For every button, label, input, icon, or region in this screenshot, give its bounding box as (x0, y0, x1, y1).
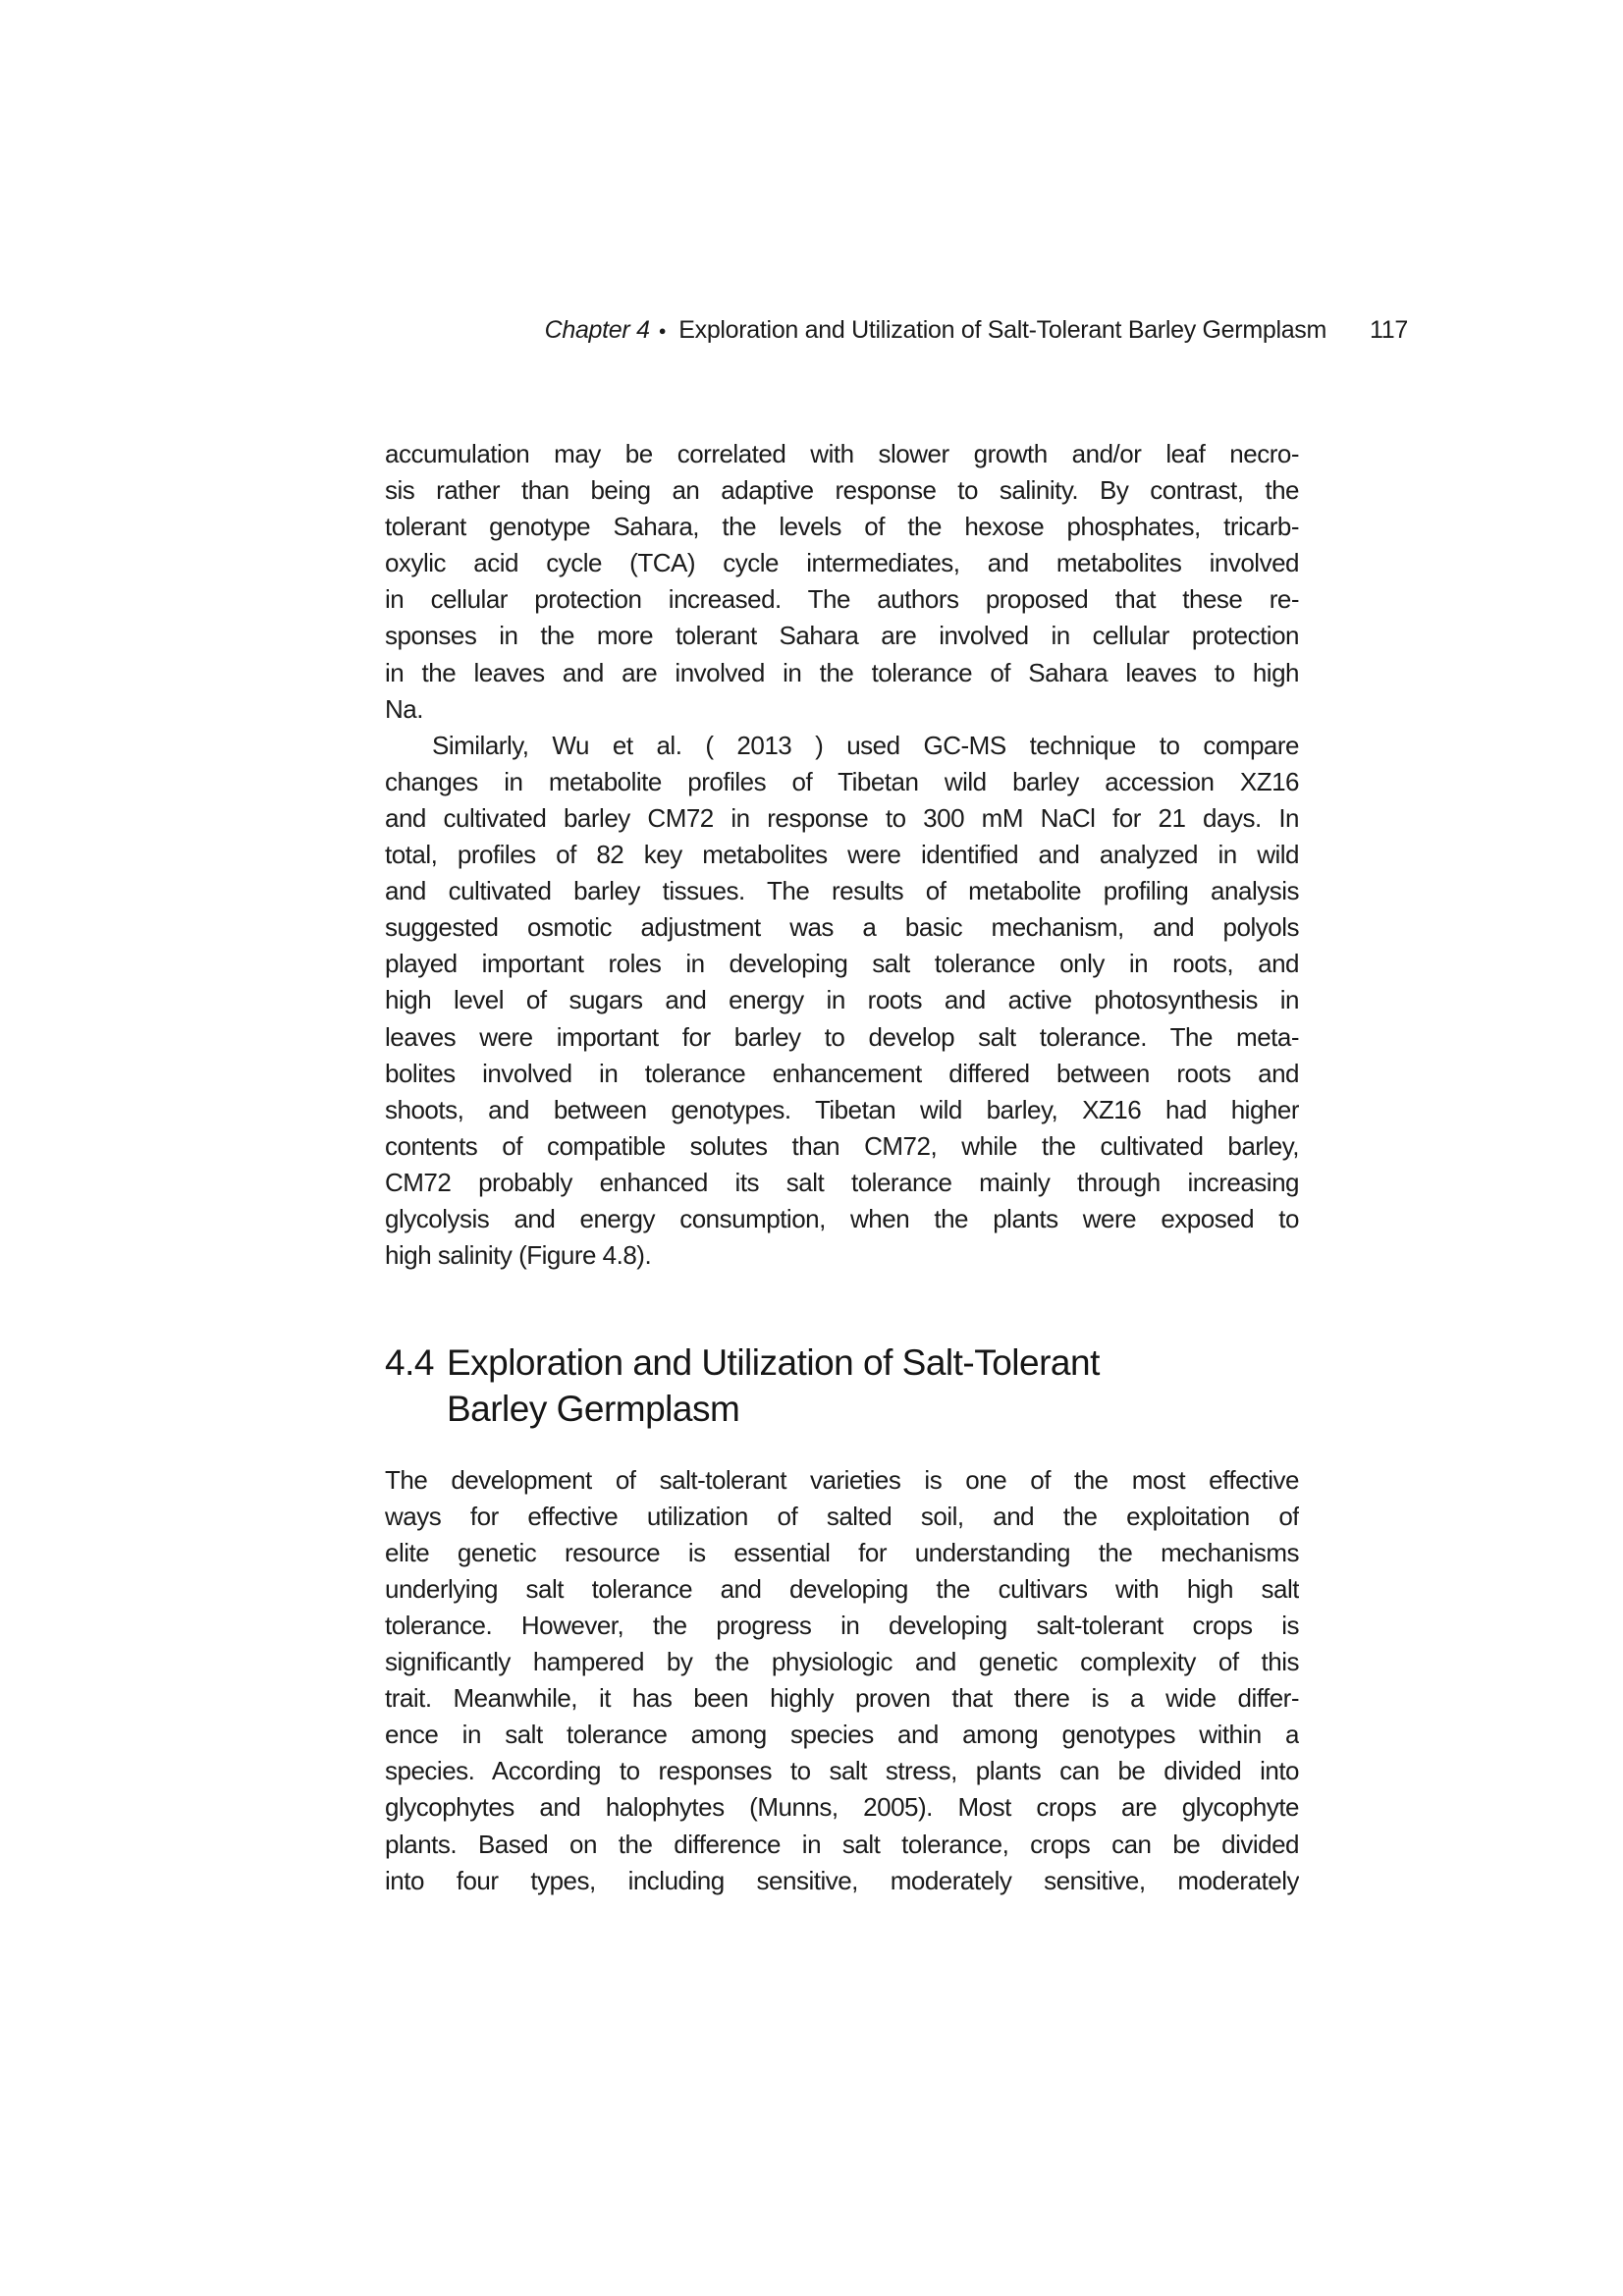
text-line: oxylic acid cycle (TCA) cycle intermediates, and metabolites involved (385, 548, 1299, 578)
paragraph (385, 1462, 1299, 1899)
running-title: Exploration and Utilization of Salt-Tolerant Barley Germplasm (678, 316, 1327, 344)
text-line: glycophytes and halophytes (Munns, 2005). Most crops are glycophyte (385, 1792, 1299, 1823)
text-line: high salinity (Figure 4.8). (385, 1240, 652, 1271)
paragraph (385, 728, 1299, 1274)
section-title-line: Barley Germplasm (446, 1388, 740, 1429)
text-line: plants. Based on the difference in salt tolerance, crops can be divided (385, 1829, 1299, 1859)
text-line: sponses in the more tolerant Sahara are involved in cellular protection (385, 621, 1299, 651)
text-line: sis rather than being an adaptive response to salinity. By contrast, the (385, 475, 1299, 506)
text-line: changes in metabolite profiles of Tibetan wild barley accession XZ16 (385, 766, 1299, 796)
text-line: species. According to responses to salt stress, plants can be divided into (385, 1756, 1299, 1786)
page-number: 117 (1370, 316, 1408, 344)
text-line: trait. Meanwhile, it has been highly proven that there is a wide differ- (385, 1683, 1299, 1714)
text-line: played important roles in developing salt tolerance only in roots, and (385, 949, 1299, 979)
text-line: CM72 probably enhanced its salt tolerance mainly through increasing (385, 1167, 1299, 1197)
section-number: 4.4 (385, 1342, 434, 1384)
text-line: Na. (385, 693, 423, 724)
text-line: glycolysis and energy consumption, when the plants were exposed to (385, 1203, 1299, 1233)
text-line: into four types, including sensitive, moderately sensitive, moderately (385, 1865, 1299, 1895)
text-line: tolerant genotype Sahara, the levels of the hexose phosphates, tricarb- (385, 512, 1299, 542)
chapter-label: Chapter 4 (544, 316, 650, 344)
text-line: The development of salt-tolerant varieties is one of the most effective (385, 1464, 1299, 1495)
section-heading (385, 1340, 1299, 1432)
page-body (385, 436, 1299, 1899)
text-line: leaves were important for barley to develop salt tolerance. The meta- (385, 1021, 1299, 1052)
text-line: significantly hampered by the physiologic and genetic complexity of this (385, 1647, 1299, 1677)
bullet-icon: ● (658, 323, 667, 338)
text-line: Similarly, Wu et al. ( 2013 ) used GC-MS technique to compare (432, 730, 1299, 760)
text-line: high level of sugars and energy in roots and active photosynthesis in (385, 985, 1299, 1015)
section-title (447, 1340, 1100, 1432)
text-line: accumulation may be correlated with slower growth and/or leaf necro- (385, 439, 1299, 468)
text-line: suggested osmotic adjustment was a basic mechanism, and polyols (385, 912, 1299, 943)
text-line: tolerance. However, the progress in developing salt-tolerant crops is (385, 1610, 1299, 1640)
text-line: bolites involved in tolerance enhancement differed between roots and (385, 1058, 1299, 1088)
running-header (545, 316, 1408, 345)
text-line: and cultivated barley CM72 in response to 300 mM NaCl for 21 days. In (385, 802, 1299, 833)
paragraph (385, 436, 1299, 728)
text-line: ence in salt tolerance among species and among genotypes within a (385, 1720, 1299, 1750)
text-line: contents of compatible solutes than CM72, while the cultivated barley, (385, 1130, 1299, 1161)
text-line: shoots, and between genotypes. Tibetan wild barley, XZ16 had higher (385, 1094, 1299, 1124)
text-line: in cellular protection increased. The authors proposed that these re- (385, 584, 1299, 615)
text-line: total, profiles of 82 key metabolites were identified and analyzed in wild (385, 840, 1299, 870)
text-line: in the leaves and are involved in the tolerance of Sahara leaves to high (385, 657, 1299, 687)
text-line: ways for effective utilization of salted soil, and the exploitation of (385, 1501, 1299, 1531)
section-title-line: Exploration and Utilization of Salt-Tolerant (446, 1342, 1100, 1384)
text-line: elite genetic resource is essential for understanding the mechanisms (385, 1537, 1299, 1567)
text-line: underlying salt tolerance and developing the cultivars with high salt (385, 1573, 1299, 1604)
text-line: and cultivated barley tissues. The results of metabolite profiling analysis (385, 876, 1299, 906)
